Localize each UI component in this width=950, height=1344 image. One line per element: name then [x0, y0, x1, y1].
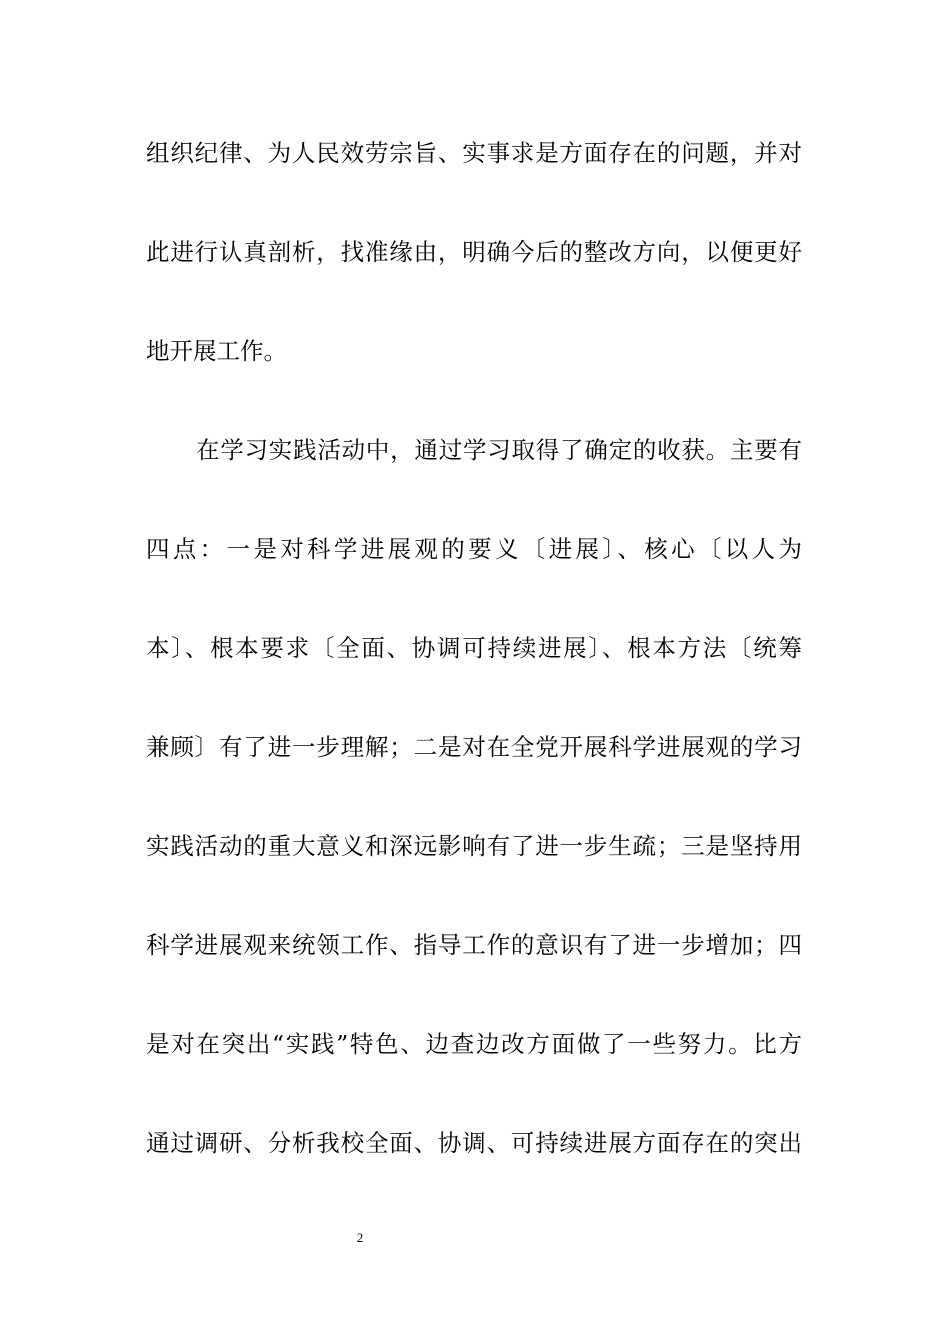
- text-line: 科学进展观来统领工作、指导工作的意识有了进一步增加；四: [146, 931, 802, 959]
- paragraph-first-line: 在学习实践活动中，通过学习取得了确定的收获。主要有: [196, 436, 802, 464]
- text-line: 实践活动的重大意义和深远影响有了进一步生疏；三是坚持用: [146, 832, 802, 860]
- text-line: 组织纪律、为人民效劳宗旨、实事求是方面存在的问题，并对: [146, 139, 802, 167]
- page-number: 2: [356, 1230, 364, 1245]
- text-line: 是对在突出“实践”特色、边查边改方面做了一些努力。比方: [146, 1030, 802, 1058]
- text-line: 地开展工作。: [146, 337, 287, 365]
- text-line: 四点：一是对科学进展观的要义〔进展〕、核心〔以人为: [146, 535, 802, 563]
- text-line: 兼顾〕有了进一步理解；二是对在全党开展科学进展观的学习: [146, 733, 802, 761]
- text-line: 此进行认真剖析，找准缘由，明确今后的整改方向，以便更好: [146, 238, 802, 266]
- text-line: 通过调研、分析我校全面、协调、可持续进展方面存在的突出: [146, 1129, 802, 1157]
- text-line: 本〕、根本要求〔全面、协调可持续进展〕、根本方法〔统筹: [146, 634, 802, 662]
